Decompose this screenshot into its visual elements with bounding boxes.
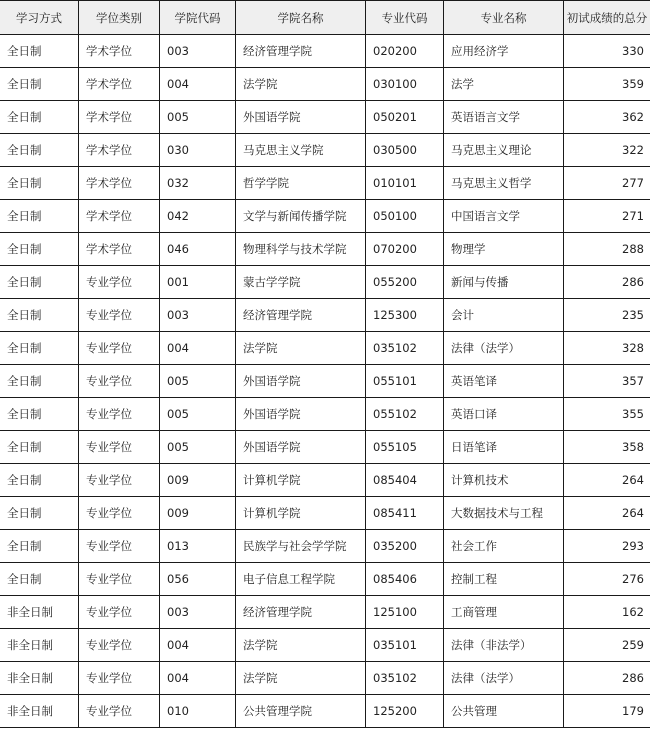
major-name-cell: 会计	[444, 299, 564, 332]
major-name-cell: 应用经济学	[444, 35, 564, 68]
major-name-cell: 马克思主义哲学	[444, 167, 564, 200]
study-mode-cell: 全日制	[0, 299, 79, 332]
college-name-cell: 计算机学院	[236, 497, 366, 530]
major-name-cell: 英语笔译	[444, 365, 564, 398]
major-name-cell: 法律（法学）	[444, 662, 564, 695]
table-row	[0, 398, 650, 431]
study-mode-cell: 全日制	[0, 266, 79, 299]
degree-type-cell: 学术学位	[79, 68, 160, 101]
degree-type-cell: 专业学位	[79, 662, 160, 695]
college-name-cell: 蒙古学学院	[236, 266, 366, 299]
study-mode-cell: 全日制	[0, 398, 79, 431]
college-code-cell: 004	[160, 332, 236, 365]
college-code-cell: 005	[160, 101, 236, 134]
degree-type-cell: 专业学位	[79, 266, 160, 299]
total-score-cell: 328	[564, 332, 650, 365]
college-name-cell: 经济管理学院	[236, 299, 366, 332]
major-name-cell: 马克思主义理论	[444, 134, 564, 167]
degree-type-cell: 专业学位	[79, 596, 160, 629]
study-mode-cell: 全日制	[0, 365, 79, 398]
major-code-cell: 050100	[366, 200, 444, 233]
major-code-cell: 050201	[366, 101, 444, 134]
college-code-cell: 001	[160, 266, 236, 299]
major-code-cell: 055105	[366, 431, 444, 464]
college-name-cell: 外国语学院	[236, 398, 366, 431]
college-code-cell: 046	[160, 233, 236, 266]
major-code-cell: 035102	[366, 662, 444, 695]
total-score-cell: 179	[564, 695, 650, 728]
major-code-cell: 125300	[366, 299, 444, 332]
total-score-cell: 330	[564, 35, 650, 68]
degree-type-cell: 专业学位	[79, 464, 160, 497]
total-score-cell: 293	[564, 530, 650, 563]
study-mode-cell: 全日制	[0, 563, 79, 596]
college-name-cell: 外国语学院	[236, 431, 366, 464]
major-name-cell: 公共管理	[444, 695, 564, 728]
header-total-score: 初试成绩的总分	[564, 1, 650, 35]
total-score-cell: 288	[564, 233, 650, 266]
table-row	[0, 596, 650, 629]
total-score-cell: 277	[564, 167, 650, 200]
college-name-cell: 外国语学院	[236, 101, 366, 134]
header-major-code: 专业代码	[366, 1, 444, 35]
table-row	[0, 200, 650, 233]
study-mode-cell: 全日制	[0, 530, 79, 563]
college-name-cell: 文学与新闻传播学院	[236, 200, 366, 233]
major-name-cell: 工商管理	[444, 596, 564, 629]
college-code-cell: 056	[160, 563, 236, 596]
table-row	[0, 299, 650, 332]
header-college-name: 学院名称	[236, 1, 366, 35]
degree-type-cell: 专业学位	[79, 497, 160, 530]
table-row	[0, 332, 650, 365]
study-mode-cell: 全日制	[0, 233, 79, 266]
major-name-cell: 日语笔译	[444, 431, 564, 464]
college-name-cell: 外国语学院	[236, 365, 366, 398]
table-row	[0, 266, 650, 299]
total-score-cell: 322	[564, 134, 650, 167]
major-code-cell: 030500	[366, 134, 444, 167]
total-score-cell: 357	[564, 365, 650, 398]
study-mode-cell: 非全日制	[0, 629, 79, 662]
college-code-cell: 004	[160, 629, 236, 662]
college-name-cell: 经济管理学院	[236, 35, 366, 68]
study-mode-cell: 全日制	[0, 68, 79, 101]
degree-type-cell: 学术学位	[79, 200, 160, 233]
college-name-cell: 哲学学院	[236, 167, 366, 200]
major-name-cell: 新闻与传播	[444, 266, 564, 299]
study-mode-cell: 全日制	[0, 497, 79, 530]
major-name-cell: 控制工程	[444, 563, 564, 596]
table-row	[0, 68, 650, 101]
total-score-cell: 276	[564, 563, 650, 596]
total-score-cell: 264	[564, 464, 650, 497]
total-score-cell: 235	[564, 299, 650, 332]
major-name-cell: 英语口译	[444, 398, 564, 431]
degree-type-cell: 专业学位	[79, 299, 160, 332]
table-header-row	[0, 1, 650, 35]
college-name-cell: 法学院	[236, 662, 366, 695]
major-code-cell: 055101	[366, 365, 444, 398]
header-major-name: 专业名称	[444, 1, 564, 35]
college-name-cell: 计算机学院	[236, 464, 366, 497]
study-mode-cell: 全日制	[0, 134, 79, 167]
table-row	[0, 629, 650, 662]
degree-type-cell: 专业学位	[79, 695, 160, 728]
college-code-cell: 003	[160, 596, 236, 629]
college-code-cell: 030	[160, 134, 236, 167]
study-mode-cell: 全日制	[0, 464, 79, 497]
table-row	[0, 134, 650, 167]
header-degree-type: 学位类别	[79, 1, 160, 35]
college-name-cell: 法学院	[236, 68, 366, 101]
study-mode-cell: 全日制	[0, 101, 79, 134]
total-score-cell: 286	[564, 266, 650, 299]
degree-type-cell: 专业学位	[79, 530, 160, 563]
major-code-cell: 035102	[366, 332, 444, 365]
table-row	[0, 695, 650, 728]
college-code-cell: 042	[160, 200, 236, 233]
degree-type-cell: 专业学位	[79, 431, 160, 464]
degree-type-cell: 专业学位	[79, 365, 160, 398]
major-code-cell: 055102	[366, 398, 444, 431]
table-row	[0, 530, 650, 563]
table-row	[0, 431, 650, 464]
major-code-cell: 010101	[366, 167, 444, 200]
college-name-cell: 公共管理学院	[236, 695, 366, 728]
major-code-cell: 035101	[366, 629, 444, 662]
college-name-cell: 法学院	[236, 629, 366, 662]
table-row	[0, 233, 650, 266]
major-name-cell: 物理学	[444, 233, 564, 266]
major-code-cell: 020200	[366, 35, 444, 68]
total-score-cell: 359	[564, 68, 650, 101]
college-code-cell: 005	[160, 431, 236, 464]
study-mode-cell: 全日制	[0, 167, 79, 200]
total-score-cell: 286	[564, 662, 650, 695]
major-code-cell: 125100	[366, 596, 444, 629]
major-code-cell: 030100	[366, 68, 444, 101]
degree-type-cell: 专业学位	[79, 629, 160, 662]
college-code-cell: 009	[160, 497, 236, 530]
major-code-cell: 085406	[366, 563, 444, 596]
major-code-cell: 085404	[366, 464, 444, 497]
degree-type-cell: 学术学位	[79, 134, 160, 167]
degree-type-cell: 学术学位	[79, 35, 160, 68]
total-score-cell: 355	[564, 398, 650, 431]
total-score-cell: 271	[564, 200, 650, 233]
table-row	[0, 497, 650, 530]
college-code-cell: 009	[160, 464, 236, 497]
study-mode-cell: 非全日制	[0, 662, 79, 695]
degree-type-cell: 学术学位	[79, 233, 160, 266]
degree-type-cell: 学术学位	[79, 167, 160, 200]
college-name-cell: 物理科学与技术学院	[236, 233, 366, 266]
header-college-code: 学院代码	[160, 1, 236, 35]
college-code-cell: 005	[160, 398, 236, 431]
college-name-cell: 法学院	[236, 332, 366, 365]
total-score-cell: 259	[564, 629, 650, 662]
major-name-cell: 计算机技术	[444, 464, 564, 497]
college-code-cell: 013	[160, 530, 236, 563]
major-code-cell: 055200	[366, 266, 444, 299]
table-row	[0, 35, 650, 68]
header-study-mode: 学习方式	[0, 1, 79, 35]
major-name-cell: 社会工作	[444, 530, 564, 563]
major-name-cell: 中国语言文学	[444, 200, 564, 233]
table-row	[0, 365, 650, 398]
college-code-cell: 010	[160, 695, 236, 728]
major-name-cell: 法律（法学）	[444, 332, 564, 365]
college-code-cell: 003	[160, 35, 236, 68]
study-mode-cell: 非全日制	[0, 596, 79, 629]
total-score-cell: 264	[564, 497, 650, 530]
study-mode-cell: 全日制	[0, 35, 79, 68]
degree-type-cell: 学术学位	[79, 101, 160, 134]
degree-type-cell: 专业学位	[79, 332, 160, 365]
table-row	[0, 563, 650, 596]
study-mode-cell: 非全日制	[0, 695, 79, 728]
college-code-cell: 004	[160, 68, 236, 101]
table-row	[0, 167, 650, 200]
college-name-cell: 马克思主义学院	[236, 134, 366, 167]
college-code-cell: 003	[160, 299, 236, 332]
total-score-cell: 162	[564, 596, 650, 629]
major-name-cell: 英语语言文学	[444, 101, 564, 134]
college-name-cell: 经济管理学院	[236, 596, 366, 629]
major-name-cell: 法学	[444, 68, 564, 101]
table-row	[0, 101, 650, 134]
college-code-cell: 005	[160, 365, 236, 398]
degree-type-cell: 专业学位	[79, 398, 160, 431]
study-mode-cell: 全日制	[0, 200, 79, 233]
major-code-cell: 035200	[366, 530, 444, 563]
table-row	[0, 464, 650, 497]
major-name-cell: 法律（非法学）	[444, 629, 564, 662]
study-mode-cell: 全日制	[0, 332, 79, 365]
college-name-cell: 民族学与社会学学院	[236, 530, 366, 563]
degree-type-cell: 专业学位	[79, 563, 160, 596]
study-mode-cell: 全日制	[0, 431, 79, 464]
major-code-cell: 085411	[366, 497, 444, 530]
college-name-cell: 电子信息工程学院	[236, 563, 366, 596]
table-row	[0, 662, 650, 695]
college-code-cell: 032	[160, 167, 236, 200]
total-score-cell: 358	[564, 431, 650, 464]
total-score-cell: 362	[564, 101, 650, 134]
major-name-cell: 大数据技术与工程	[444, 497, 564, 530]
major-code-cell: 070200	[366, 233, 444, 266]
college-code-cell: 004	[160, 662, 236, 695]
major-code-cell: 125200	[366, 695, 444, 728]
